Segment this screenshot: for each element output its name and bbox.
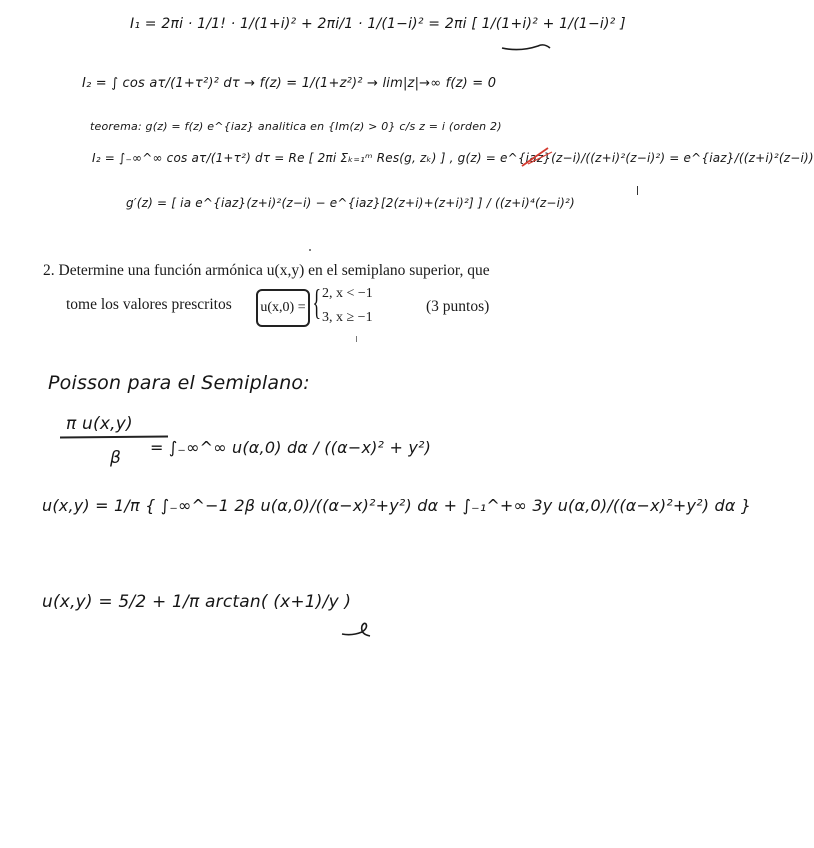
poisson-lhs: π u(x,y)	[66, 414, 133, 434]
stray-dot	[309, 249, 311, 251]
handwritten-line-theorem: teorema: g(z) = f(z) e^{iaz} analitica en {Im(z) > 0} c/s z = i (orden 2)	[90, 120, 502, 133]
cases-brace: {	[312, 282, 321, 322]
problem-statement-line1	[43, 262, 490, 280]
poisson-expansion: u(x,y) = 1/π { ∫₋∞^−1 2β u(α,0)/((α−x)²+y²) dα + ∫₋₁^+∞ 3y u(α,0)/((α−x)²+y²) dα }	[42, 496, 752, 515]
final-result: u(x,y) = 5/2 + 1/π arctan( (x+1)/y )	[42, 592, 352, 612]
problem-statement-line2: tome los valores prescritos	[66, 296, 232, 313]
poisson-formula: = ∫₋∞^∞ u(α,0) dα / ((α−x)² + y²)	[150, 438, 432, 457]
margin-mark	[637, 186, 638, 195]
red-cancel-mark	[518, 142, 558, 172]
handwritten-line-residue-formula: I₂ = ∫₋∞^∞ cos aτ/(1+τ²) dτ = Re [ 2πi Σₖ₌₁ᵐ Res(g, zₖ) ] , g(z) = e^{iaz}(z−i)/((z+i)²(z−i)²) = e^{iaz}/((z+i)²(z−i))	[92, 151, 814, 165]
boundary-case-2: 3, x ≥ −1	[322, 310, 373, 325]
handwritten-line-derivative: g′(z) = [ ia e^{iaz}(z+i)²(z−i) − e^{iaz}[2(z+i)+(z+i)²] ] / ((z+i)⁴(z−i)²)	[126, 196, 575, 210]
boxed-boundary-condition	[256, 289, 310, 327]
problem-text: Determine una función armónica u(x,y) en el semiplano superior, que	[58, 262, 490, 279]
problem-points: (3 puntos)	[426, 298, 490, 315]
handwritten-line-residue-sum: I₁ = 2πi · 1/1! · 1/(1+i)² + 2πi/1 · 1/(1−i)² = 2πi [ 1/(1+i)² + 1/(1−i)² ]	[130, 16, 626, 32]
line1-end-mark	[500, 38, 560, 54]
result-end-mark	[340, 620, 380, 642]
boxed-formula-text: u(x,0) =	[260, 300, 306, 315]
boundary-case-1: 2, x < −1	[322, 286, 373, 301]
problem-number: 2.	[43, 262, 55, 279]
poisson-lhs-denominator: β	[110, 448, 122, 468]
handwritten-line-integral-i2: I₂ = ∫ cos aτ/(1+τ²)² dτ → f(z) = 1/(1+z²)² → lim|z|→∞ f(z) = 0	[82, 76, 497, 91]
small-tick-mark	[356, 336, 357, 342]
solution-title: Poisson para el Semiplano:	[48, 372, 310, 394]
